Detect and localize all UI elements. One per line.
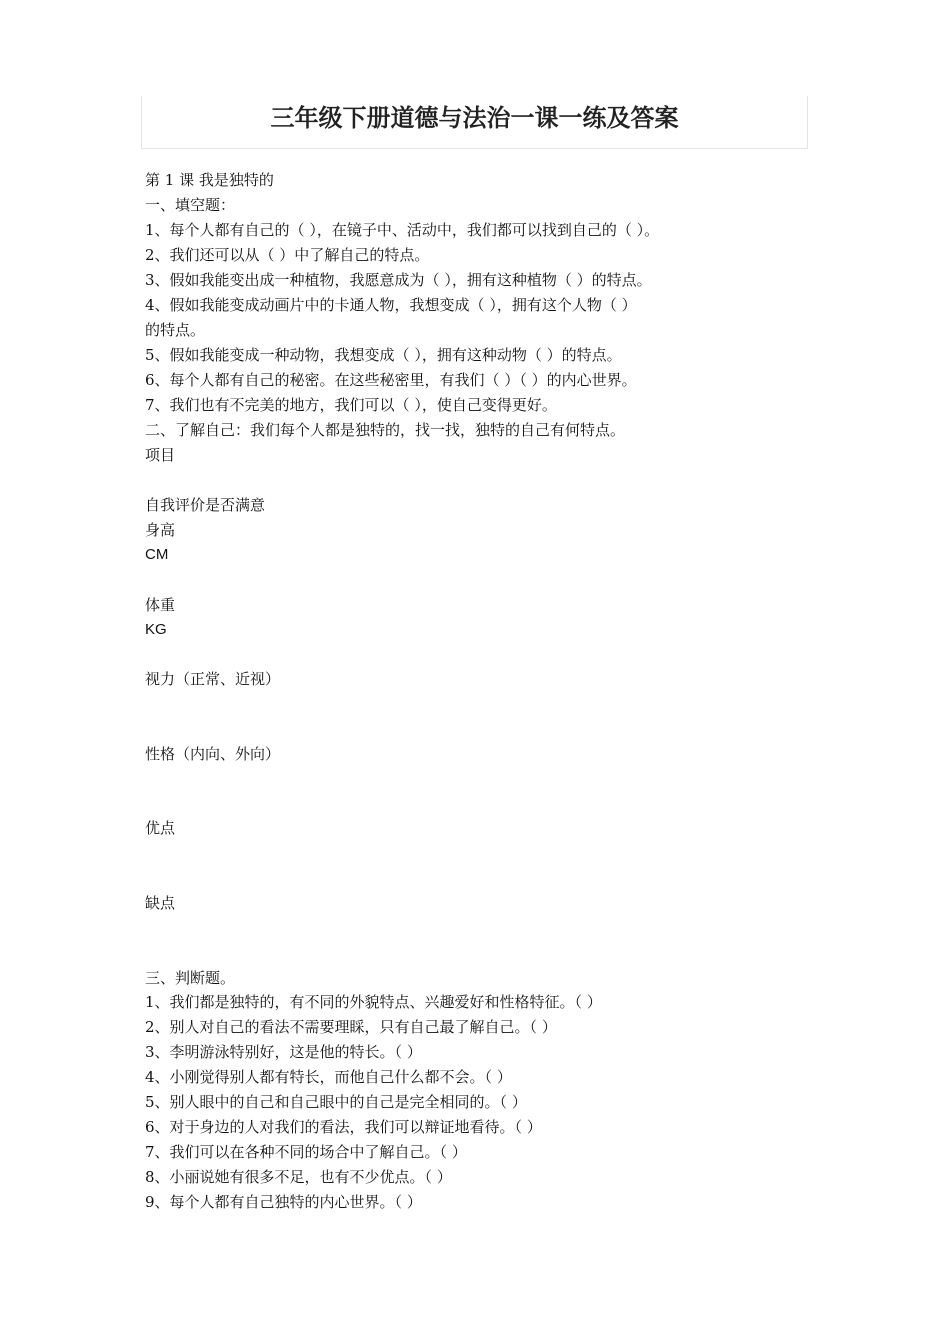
- fill-blank-item-5: 5、假如我能变成一种动物，我想变成（ ），拥有这种动物（ ）的特点。: [145, 346, 622, 364]
- fill-blank-item-6: 6、每个人都有自己的秘密。在这些秘密里，有我们（ ）（ ）的内心世界。: [145, 371, 637, 389]
- fill-blank-item-3: 3、假如我能变出成一种植物，我愿意成为（ ），拥有这种植物（ ）的特点。: [145, 271, 652, 289]
- fill-blank-item-4: 4、假如我能变成动画片中的卡通人物，我想变成（ ），拥有这个人物（ ）: [145, 296, 637, 314]
- fill-blank-item-4-cont: 的特点。: [145, 321, 206, 339]
- judge-item-1: 1、我们都是独特的，有不同的外貌特点、兴趣爱好和性格特征。（ ）: [145, 993, 602, 1011]
- section-3-heading: 三、判断题。: [145, 969, 236, 987]
- row-vision-label: 视力（正常、近视）: [145, 670, 281, 688]
- document-title: 三年级下册道德与法治一课一练及答案: [270, 104, 679, 132]
- judge-item-8: 8、小丽说她有很多不足，也有不少优点。（ ）: [145, 1168, 452, 1186]
- section-1-heading: 一、填空题：: [145, 196, 236, 214]
- row-weight-unit: KG: [145, 621, 167, 638]
- table-header-self-eval: 自我评价是否满意: [145, 496, 266, 514]
- judge-item-3: 3、李明游泳特别好，这是他的特长。（ ）: [145, 1043, 422, 1061]
- table-header-item: 项目: [145, 446, 176, 464]
- fill-blank-item-1: 1、每个人都有自己的（ ），在镜子中、活动中，我们都可以找到自己的（ ）。: [145, 221, 660, 239]
- fill-blank-item-7: 7、我们也有不完美的地方，我们可以（ ），使自己变得更好。: [145, 396, 557, 414]
- judge-item-9: 9、每个人都有自己独特的内心世界。（ ）: [145, 1193, 422, 1211]
- judge-item-6: 6、对于身边的人对我们的看法，我们可以辩证地看待。（ ）: [145, 1118, 542, 1136]
- judge-item-4: 4、小刚觉得别人都有特长，而他自己什么都不会。（ ）: [145, 1068, 512, 1086]
- row-height-unit: CM: [145, 546, 169, 563]
- row-personality-label: 性格（内向、外向）: [145, 745, 281, 763]
- judge-item-2: 2、别人对自己的看法不需要理睬，只有自己最了解自己。（ ）: [145, 1018, 557, 1036]
- judge-item-5: 5、别人眼中的自己和自己眼中的自己是完全相同的。（ ）: [145, 1093, 527, 1111]
- row-height-label: 身高: [145, 521, 176, 539]
- row-strengths-label: 优点: [145, 819, 176, 837]
- fill-blank-item-2: 2、我们还可以从（ ）中了解自己的特点。: [145, 246, 430, 264]
- section-2-heading: 二、了解自己：我们每个人都是独特的，找一找，独特的自己有何特点。: [145, 421, 626, 439]
- judge-item-7: 7、我们可以在各种不同的场合中了解自己。（ ）: [145, 1143, 467, 1161]
- lesson-heading: 第 1 课 我是独特的: [145, 171, 274, 189]
- row-weaknesses-label: 缺点: [145, 894, 176, 912]
- row-weight-label: 体重: [145, 596, 176, 614]
